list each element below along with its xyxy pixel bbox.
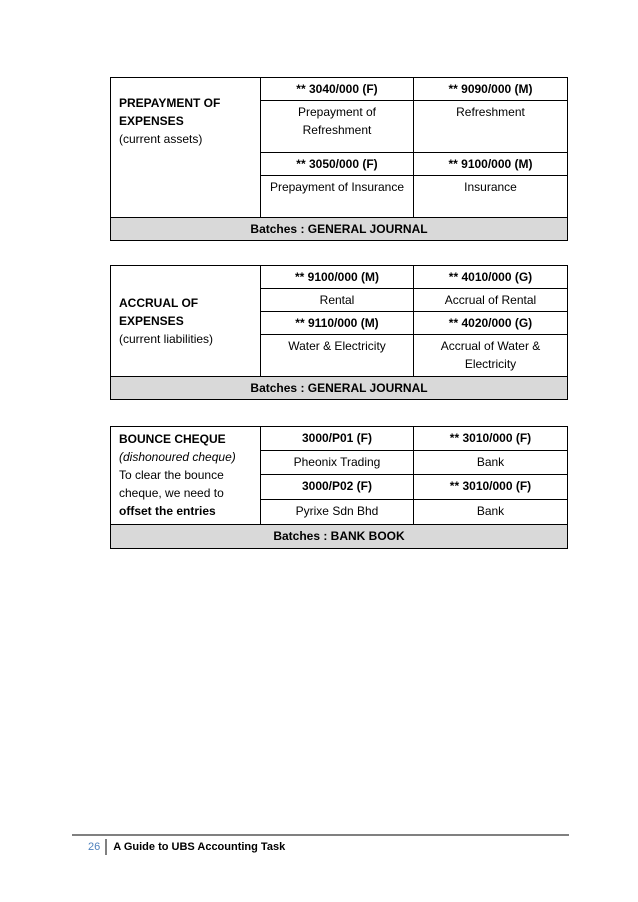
account-code: ** 9100/000 (M) bbox=[414, 153, 568, 176]
account-code: ** 3010/000 (F) bbox=[414, 427, 568, 451]
account-code: ** 4020/000 (G) bbox=[414, 312, 568, 335]
section-subtitle: (current liabilities) bbox=[119, 332, 214, 346]
section-title: PREPAYMENT OF EXPENSES bbox=[119, 96, 221, 128]
page-footer bbox=[88, 838, 285, 856]
account-code: ** 3010/000 (F) bbox=[414, 475, 568, 500]
page-number: 26 bbox=[88, 841, 101, 853]
account-description: Water & Electricity bbox=[261, 335, 414, 377]
account-description: Pyrixe Sdn Bhd bbox=[261, 500, 414, 525]
section-title: BOUNCE CHEQUE bbox=[119, 432, 226, 446]
section-note: To clear the bounce cheque, we need to bbox=[119, 468, 224, 500]
account-code: ** 3050/000 (F) bbox=[261, 153, 414, 176]
bounce-cheque-table bbox=[110, 426, 568, 549]
footer-title: A Guide to UBS Accounting Task bbox=[113, 841, 286, 853]
account-code: ** 9110/000 (M) bbox=[261, 312, 414, 335]
account-description: Pheonix Trading bbox=[261, 450, 414, 475]
section-subtitle: (dishonoured cheque) bbox=[119, 450, 236, 464]
section-label bbox=[111, 266, 261, 377]
section-title: ACCRUAL OF EXPENSES bbox=[119, 296, 199, 328]
account-description: Bank bbox=[414, 450, 568, 475]
account-description: Bank bbox=[414, 500, 568, 525]
account-description: Insurance bbox=[414, 176, 568, 218]
footer-rule bbox=[72, 834, 569, 836]
section-label bbox=[111, 427, 261, 525]
section-subtitle: (current assets) bbox=[119, 132, 203, 146]
account-description: Refreshment bbox=[414, 101, 568, 153]
section-label bbox=[111, 78, 261, 218]
account-description: Accrual of Water & Electricity bbox=[414, 335, 568, 377]
footer-separator bbox=[105, 839, 107, 855]
accrual-table bbox=[110, 265, 568, 400]
account-code: ** 9090/000 (M) bbox=[414, 78, 568, 101]
account-code: 3000/P02 (F) bbox=[261, 475, 414, 500]
account-code: ** 4010/000 (G) bbox=[414, 266, 568, 289]
account-code: ** 9100/000 (M) bbox=[261, 266, 414, 289]
prepayment-table bbox=[110, 77, 568, 241]
account-code: ** 3040/000 (F) bbox=[261, 78, 414, 101]
batch-label: Batches : BANK BOOK bbox=[111, 525, 568, 549]
section-note-emphasis: offset the entries bbox=[119, 504, 216, 518]
account-description: Rental bbox=[261, 289, 414, 312]
account-code: 3000/P01 (F) bbox=[261, 427, 414, 451]
batch-label: Batches : GENERAL JOURNAL bbox=[111, 218, 568, 241]
account-description: Accrual of Rental bbox=[414, 289, 568, 312]
batch-label: Batches : GENERAL JOURNAL bbox=[111, 377, 568, 400]
account-description: Prepayment of Insurance bbox=[261, 176, 414, 218]
account-description: Prepayment of Refreshment bbox=[261, 101, 414, 153]
